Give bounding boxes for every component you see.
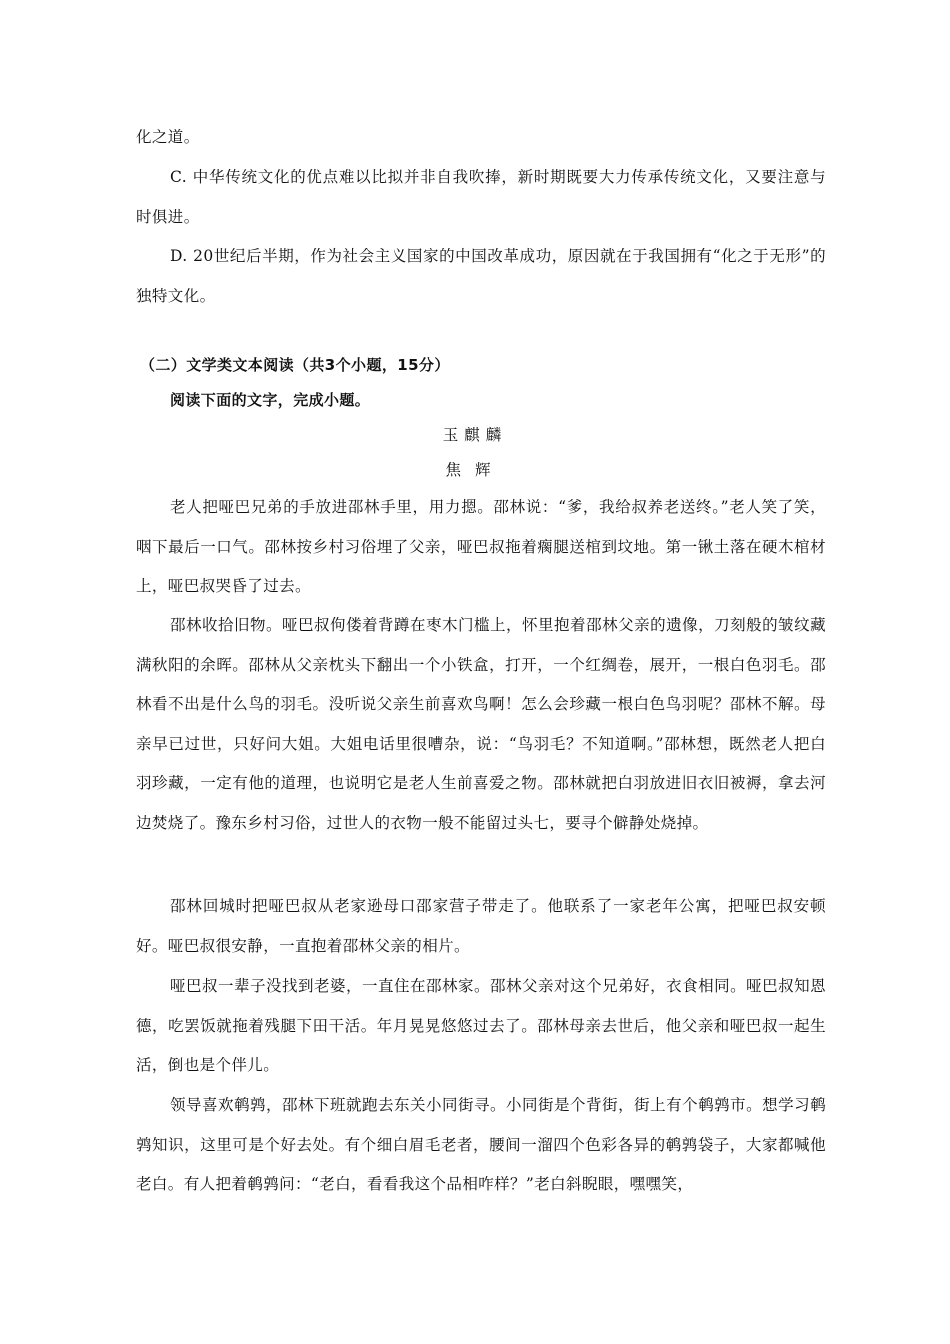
- story-paragraph: 领导喜欢鹌鹑，邵林下班就跑去东关小同街寻。小同街是个背街，街上有个鹌鹑市。想学习鹌鹑知识，这里可是个好去处。有个细白眉毛老者，腰间一溜四个色彩各异的鹌鹑袋子，大家都喊他老白。有人把着鹌鹑问：“老白，看看我这个品相咋样？”老白斜睨眼，嘿嘿笑，: [136, 1096, 826, 1193]
- option-c: C. 中华传统文化的优点难以比拟并非自我吹捧，新时期既要大力传承传统文化，又要注意与时俱进。: [136, 168, 826, 226]
- option-d: D. 20世纪后半期，作为社会主义国家的中国改革成功，原因就在于我国拥有“化之于无形”的独特文化。: [136, 247, 826, 305]
- paragraph-continuation: 化之道。: [136, 128, 200, 146]
- story-paragraph: 哑巴叔一辈子没找到老婆，一直住在邵林家。邵林父亲对这个兄弟好，衣食相同。哑巴叔知恩德，吃罢饭就拖着残腿下田干活。年月晃晃悠悠过去了。邵林母亲去世后，他父亲和哑巴叔一起生活，倒也是个伴儿。: [136, 977, 826, 1074]
- story-paragraph: 邵林收拾旧物。哑巴叔佝偻着背蹲在枣木门槛上，怀里抱着邵林父亲的遗像，刀刻般的皱纹藏满秋阳的余晖。邵林从父亲枕头下翻出一个小铁盒，打开，一个红绸卷，展开，一根白色羽毛。邵林看不出是什么鸟的羽毛。没听说父亲生前喜欢鸟啊！怎么会珍藏一根白色鸟羽呢？邵林不解。母亲早已过世，只好问大姐。大姐电话里很嘈杂，说：“鸟羽毛？不知道啊。”邵林想，既然老人把白羽珍藏，一定有他的道理，也说明它是老人生前喜爱之物。邵林就把白羽放进旧衣旧被褥，拿去河边焚烧了。豫东乡村习俗，过世人的衣物一般不能留过头七，要寻个僻静处烧掉。: [136, 616, 826, 832]
- instruction: 阅读下面的文字，完成小题。: [170, 391, 371, 409]
- story-title: 玉麒麟: [442, 426, 508, 444]
- story-paragraph: 邵林回城时把哑巴叔从老家逊母口邵家营子带走了。他联系了一家老年公寓，把哑巴叔安顿好。哑巴叔很安静，一直抱着邵林父亲的相片。: [136, 897, 826, 955]
- story-author: 焦辉: [445, 461, 505, 479]
- section-heading: （二）文学类文本阅读（共3个小题，15分）: [140, 356, 450, 374]
- story-paragraph: 老人把哑巴兄弟的手放进邵林手里，用力摁。邵林说：“爹，我给叔养老送终。”老人笑了笑，咽下最后一口气。邵林按乡村习俗埋了父亲，哑巴叔拖着瘸腿送棺到坟地。第一锹土落在硬木棺材上，哑巴叔哭昏了过去。: [136, 498, 826, 595]
